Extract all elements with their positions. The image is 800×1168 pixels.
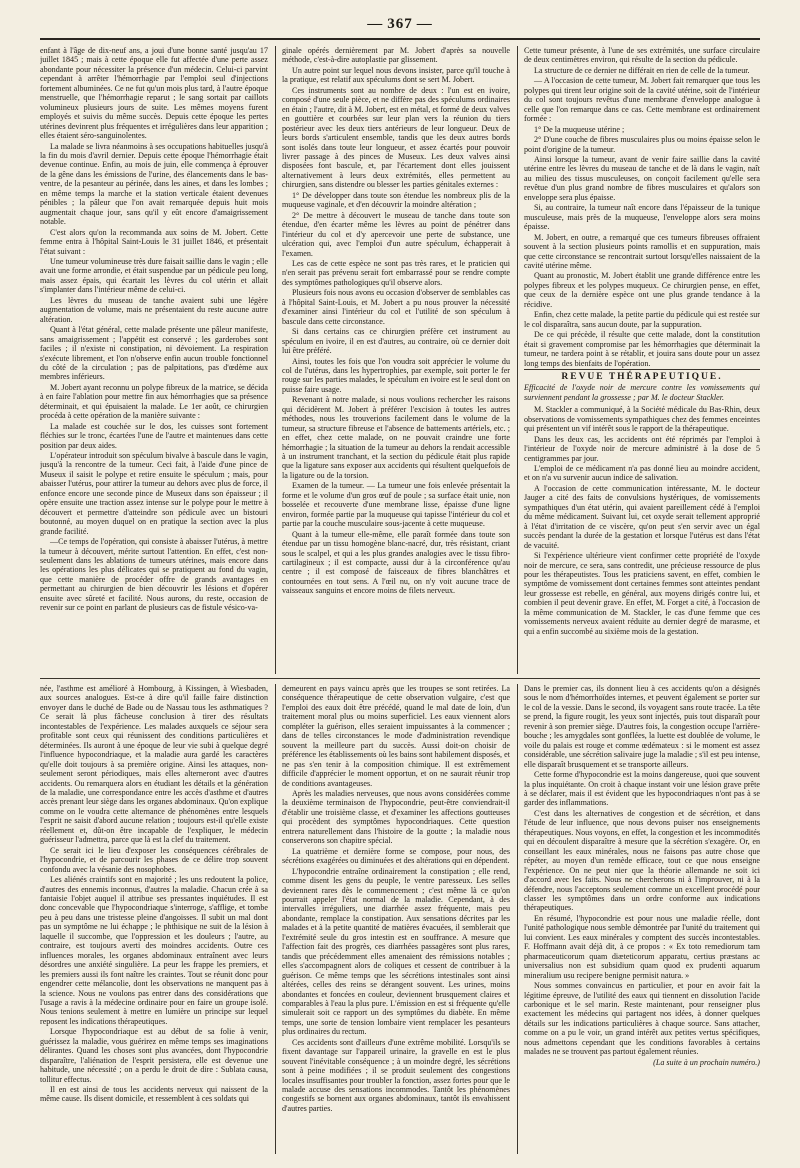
paragraph: Si, au contraire, la tumeur naît encore dans l'épaisseur de la tunique musculeuse, mais près de la muqueuse, l'enveloppe alors sera moins épaisse.: [524, 203, 760, 232]
paragraph: La structure de ce dernier ne différait en rien de celle de la tumeur.: [534, 65, 750, 75]
paragraph: Dans les deux cas, les accidents ont été réprimés par l'emploi à l'intérieur de l'oxyde noir de mercure administré à la dose de 5 centigrammes par jour.: [524, 434, 760, 463]
paragraph: Quant à l'état général, cette malade présente une pâleur manifeste, sans amaigrissement ; l'appétit est conservé ; les garderobes sont faciles ; il n'existe ni constipation, ni dévoiement. La respiration s'exécute librement, et l'on n'observe enfin aucun trouble fonctionnel du côté de la circulation ; pas de palpitations, pas d'œdème aux membres inférieurs.: [40, 325, 268, 382]
paragraph: —Ce temps de l'opération, qui consiste à abaisser l'utérus, à mettre la tumeur à découvert, mérite surtout l'attention. En effet, c'est non-seulement dans les ablations de tumeurs utérines, mais encore dans les opérations les plus délicates qui se pratiquent au fond du vagin, que cette manière de procéder offre de grands avantages en permettant au chirurgien de bien découvrir les lésions et d'opérer ensuite avec sûreté et facilité. Nous aurons, du reste, occasion de revenir sur ce point en parlant de plusieurs cas de fistule vésico-va-: [40, 537, 268, 613]
paragraph: 1° De développer dans toute son étendue les nombreux plis de la muqueuse vaginale, et d'en découvrir la moindre altération ;: [282, 190, 510, 210]
paragraph: Nous sommes convaincus en particulier, et pour en avoir fait la légitime épreuve, de l'utilité des eaux qui tiennent en dissolution l'acide carbonique et le sel marin. Reste maintenant, pour renseigner plus exactement les médecins qui partagent nos idées, à donner quelques détails sur les indications particulières à chaque source. Sans attacher, comme on a pu le voir, un grand intérêt aux petites vertus spécifiques, nous admettons cependant que les conditions favorables à certains malades ne se trouvent pas partout également réunies.: [524, 981, 760, 1057]
paragraph: Si l'expérience ultérieure vient confirmer cette propriété de l'oxyde noir de mercure, ce sera, sans contredit, une précieuse ressource de plus pour les thérapeutistes. Tous les praticiens savent, en effet, combien le symptôme de vomissement dont certaines femmes sont atteintes pendant leur grossesse est rebelle, en général, aux moyens dirigés contre lui, et combien il peut devenir grave. En effet, M. Forget a cité, à l'occasion de la même communication de M. Stackler, le cas d'une femme que ces vomissements nerveux avaient réduite au dernier degré de marasme, et qui a enfin succombé au sixième mois de la gestation.: [524, 551, 760, 636]
column-divider: [517, 684, 518, 1154]
paragraph: Les cas de cette espèce ne sont pas très rares, et le praticien qui n'en serait pas prévenu serait fort embarrassé pour se rendre compte des symptômes pathologiques qu'il observe alors.: [282, 258, 510, 287]
paragraph: Examen de la tumeur. — La tumeur une fois enlevée présentait la forme et le volume d'un gros œuf de poule ; sa surface était unie, non bosselée et recouverte d'une membrane lisse, épaisse d'une ligne environ, formée partie par la muqueuse qui tapisse l'intérieur du col et partie par la couche musculaire sous-jacente à cette muqueuse.: [282, 481, 510, 529]
paragraph: Ces accidents sont d'ailleurs d'une extrême mobilité. Lorsqu'ils se fixent davantage sur l'appareil urinaire, la gravelle en est le plus souvent l'inévitable conséquence ; à un moindre degré, les sécrétions sont à peine modifiées ; il se produit seulement des congestions locales insuffisantes pour troubler la fonction, assez fortes pour que le malade accuse des sensations incommodes. Tantôt les phénomènes congestifs se bornent aux organes abdominaux, tantôt ils envahissent d'autres parties.: [282, 1037, 510, 1113]
paragraph: En résumé, l'hypocondrie est pour nous une maladie réelle, dont l'unité pathologique nous semble démontrée par l'unité du traitement qui lui convient. Les eaux minérales y comptent des succès incontestables. F. Hoffmann avait déjà dit, à ce propos : « Ex toto remediorum tam pharmaceuticorum quam diæteticorum apparatu, certius præstans ac universalius non est subsidium quam quod ex prudenti aquarum mineralium usu recipere benigne permisit natura. »: [524, 913, 760, 980]
column-divider: [275, 684, 276, 1154]
paragraph: demeurent en pays vaincu après que les troupes se sont retirées. La conséquence thérapeutique de cette observation vulgaire, c'est que l'emploi des eaux doit être précédé, quand le mal date de loin, d'un traitement moral plus ou moins superficiel. Les eaux viennent alors compléter la guérison, elles seraient impuissantes à la commencer ; dans de telles circonstances le mode d'administration revendique souvent la meilleure part du succès. Aussi doit-on choisir de préférence les établissements où les bains sont habilement disposés, et ne pas s'en tenir à la composition chimique. Il est extrêmement difficile d'apprécier le moment opportun, et on ne saurait réunir trop de conditions avantageuses.: [282, 684, 510, 788]
paragraph: Plusieurs fois nous avons eu occasion d'observer de semblables cas à l'hôpital Saint-Louis, et M. Jobert a pu nous prouver la nécessité d'examiner ainsi l'intérieur du col et l'utilité de son spéculum à bascule dans cette circonstance.: [282, 288, 510, 326]
paragraph: L'emploi de ce médicament n'a pas donné lieu au moindre accident, et on n'a vu survenir aucun indice de salivation.: [524, 464, 760, 483]
column-divider: [275, 46, 276, 674]
paragraph: Revenant à notre malade, si nous voulions rechercher les raisons qui décidèrent M. Jobert à préférer l'excision à toutes les autres méthodes, nous les trouverions facilement dans le volume de la tumeur, sa structure fibreuse et l'absence de battements artériels, etc. ; en effet, chez cette malade, on ne pouvait craindre une forte hémorrhagie ; la situation de la tumeur au dehors la rendait accessible à un instrument tranchant, et la section du pédicule était plus rapide que la ligature sans exposer aux accidents qui résultent quelquefois de la ligature ou de la torsion.: [282, 395, 510, 480]
paragraph: Enfin, chez cette malade, la petite partie du pédicule qui est restée sur le col disparaîtra, sans aucun doute, par la suppuration.: [524, 310, 760, 329]
continuation-note: (La suite à un prochain numéro.): [653, 1057, 760, 1067]
paragraph: — A l'occasion de cette tumeur, M. Jobert fait remarquer que tous les polypes qui tirent leur origine soit de la cavité utérine, soit de l'intérieur du col sont toujours revêtus d'une membrane d'enveloppe analogue à celle que l'on remarque dans ce cas. Cette membrane est ordinairement formée :: [524, 76, 760, 124]
paragraph: M. Jobert ayant reconnu un polype fibreux de la matrice, se décida à en faire l'ablation pour mettre fin aux hémorrhagies que sa présence déterminait, et qui épuisaient la malade. Le 1er août, ce chirurgien procéda à cette opération de la manière suivante :: [40, 382, 268, 421]
paragraph: M. Stackler a communiqué, à la Société médicale du Bas-Rhin, deux observations de vomissements sympathiques chez des femmes enceintes qui présentent un vif intérêt sous le rapport de la thérapeutique.: [524, 405, 760, 434]
paragraph: 1° De la muqueuse utérine ;: [534, 124, 625, 134]
paragraph: La malade est couchée sur le dos, les cuisses sont fortement fléchies sur le tronc, écartées l'une de l'autre et maintenues dans cette position par deux aides.: [40, 421, 268, 450]
bottom-column-2: [282, 684, 510, 1154]
top-column-2: [282, 46, 510, 674]
paragraph: La quatrième et dernière forme se compose, pour nous, des sécrétions exagérées ou diminuées et des altérations qui en dépendent.: [282, 846, 510, 866]
paragraph: 2° D'une couche de fibres musculaires plus ou moins épaisse selon le point d'origine de la tumeur.: [524, 135, 760, 154]
paragraph: Un autre point sur lequel nous devons insister, parce qu'il touche à la pratique, est relatif aux spéculums dont se sert M. Jobert.: [282, 65, 510, 85]
paragraph: L'hypocondrie entraîne ordinairement la constipation ; elle rend, comme disent les gens du peuple, le ventre paresseux. Les selles deviennent rares dès le commencement ; c'est même là ce qu'on pourrait appeler l'état normal de la maladie. Cependant, à des intervalles irréguliers, une diarrhée assez fréquente, mais peu abondante, remplace la constipation. Aux sensations décrites par les malades et à la petite quantité de matières évacuées, il semblerait que l'extrémité seule du gros intestin est en souffrance. A mesure que l'affection fait des progrès, ces diarrhées passagères sont plus rares, tandis que précédemment elles amenaient des rémissions notables ; elles s'accompagnent alors de coliques et cessent de contribuer à la guérison. Ce même temps que les sécrétions intestinales sont ainsi altérées, celles des reins se dérangent souvent. Les urines, moins abondantes et foncées en couleur, deviennent brusquement claires et comparables à l'eau la plus pure. L'émission en est si fréquente qu'elle simulerait soit ce rapport un des symptômes du diabète. En même temps, une sorte de tension lombaire vient remplacer les pesanteurs plus ordinaires du rectum.: [282, 866, 510, 1037]
paragraph: Les lèvres du museau de tanche avaient subi une légère augmentation de volume, mais ne présentaient du reste aucune autre altération.: [40, 295, 268, 324]
paragraph: Quant au pronostic, M. Jobert établit une grande différence entre les polypes fibreux et les polypes muqueux. Ce chirurgien pense, en effet, que ceux de la dernière espèce ont une plus grande tendance à la récidive.: [524, 271, 760, 309]
paragraph: Ces instruments sont au nombre de deux : l'un est en ivoire, composé d'une seule pièce, et ne diffère pas des spéculums ordinaires en étain ; l'autre, dit à M. Jobert, est en métal, et formé de deux valves en gouttière et courbées sur leur plan vers la réunion du tiers postérieur avec les deux tiers antérieurs de leur longueur. Deux de leurs bords s'articulent ensemble, tandis que les deux autres bords sont isolés dans toute leur longueur, et assez écartés pour pouvoir livrer passage à des pinces de Museux. Les deux valves ainsi disposées font bascule, et, par l'écartement dont elles jouissent alternativement à leurs deux extrémités, elles permettent au chirurgien, sans distendre ou blesser les parties génitales externes :: [282, 85, 510, 190]
paragraph: Ce serait ici le lieu d'exposer les conséquences cérébrales de l'hypocondrie, et de parcourir les phases de ce délire trop souvent confondu avec la vésanie des nosophobes.: [40, 845, 268, 874]
section-divider: [40, 678, 760, 679]
paragraph: La malade se livra néanmoins à ses occupations habituelles jusqu'à la fin du mois d'avril dernier. Depuis cette époque l'hémorrhagie était devenue continue. Enfin, au mois de juin, elle commença à éprouver de la gêne dans les émissions de l'urine, des élancements dans le bas-ventre, de la pesanteur au périnée, dans les aines, et dans les lombes ; en même temps la marche et la station verticale étaient devenues pénibles ; la pâleur que l'on avait remarquée depuis huit mois augmentait chaque jour, sans qu'il y eût encore d'amaigrissement notable.: [40, 141, 268, 227]
paragraph: Si dans certains cas ce chirurgien préfère cet instrument au spéculum en ivoire, il en est d'autres, au contraire, où ce dernier doit lui être préféré.: [282, 327, 510, 356]
paragraph: Après les maladies nerveuses, que nous avons considérées comme la deuxième terminaison de l'hypocondrie, peut-être conviendrait-il d'établir une troisième classe, et d'examiner les affections goutteuses qui procèdent des symptômes hypocondriaques. Cette question entrera naturellement dans l'histoire de la goutte ; la maladie nous conserverons son chapitre spécial.: [282, 788, 510, 846]
article-title: Efficacité de l'oxyde noir de mercure contre les vomissements qui surviennent pendant la grossesse ; par M. le docteur Stackler.: [524, 383, 760, 402]
paragraph: Ainsi lorsque la tumeur, avant de venir faire saillie dans la cavité utérine entre les lèvres du museau de tanche et de là dans le vagin, naît au milieu des tissus musculeuses, on conçoit facilement qu'elle sera revêtue d'un plus grand nombre de fibres musculaires et qu'alors son enveloppe sera plus épaisse.: [524, 154, 760, 202]
paragraph: A l'occasion de cette communication intéressante, M. le docteur Jauger a cité des faits de convulsions hystériques, de vomissements sympathiques d'un état utérin, qui avaient pareillement cédé à l'emploi du même médicament. Suivant lui, cet oxyde serait tellement approprié à l'état d'irritation de ce viscère, qu'on peut s'en servir avec un égal succès pendant la durée de la gestation et lorsque l'utérus est dans l'état de vacuité.: [524, 483, 760, 550]
paragraph: Quant à la tumeur elle-même, elle paraît formée dans toute son étendue par un tissu homogène blanc-nacré, dur, très résistant, criant sous le scalpel, et qui a les plus grandes analogies avec le tissu fibro-cartilagineux ; il est compacte, aussi dur à la circonférence qu'au centre ; il est composé de faisceaux de fibres blanchâtres et contournées en tout sens. A l'œil nu, on n'y voit aucune trace de vaisseaux sanguins et encore moins de filets nerveux.: [282, 529, 510, 596]
section-heading: REVUE THÉRAPEUTIQUE.: [524, 369, 760, 382]
page-header: [40, 14, 760, 40]
page-number: — 367 —: [40, 16, 760, 33]
paragraph: Ainsi, toutes les fois que l'on voudra soit apprécier le volume du col de l'utérus, dans les hypertrophies, par exemple, soit porter le fer rouge sur les parties malades, le spéculum en ivoire est le seul dont on puisse faire usage.: [282, 356, 510, 394]
paragraph: M. Jobert, en outre, a remarqué que ces tumeurs fibreuses offraient souvent à la section plusieurs points ramollis et en suppuration, mais que cette circonstance se rencontrait surtout lorsqu'elles naissaient de la cavité utérine même.: [524, 232, 760, 270]
paragraph: 2° De mettre à découvert le museau de tanche dans toute son étendue, d'en écarter même les lèvres au point de pénétrer dans l'intérieur du col et d'y apercevoir une perte de substance, une ulcération qui, avec l'emploi d'un autre spéculum, échapperait à l'examen.: [282, 210, 510, 258]
paragraph: L'opérateur introduit son spéculum bivalve à bascule dans le vagin, jusqu'à la rencontre de la tumeur. Ceci fait, à l'aide d'une pince de Museux il saisit le polype et retire ensuite le spéculum ; mais, pour abaisser l'utérus, pour attirer la tumeur au dehors avec plus de force, il enfonce encore une seconde pince de Museux dans son épaisseur ; il opère ensuite une traction assez intense sur le polype pour le mettre à découvert et permettre d'atteindre son pédicule avec un bistouri boutonné, au moyen duquel on en pratique la section avec la plus grande facilité.: [40, 451, 268, 536]
bottom-column-3: [524, 684, 760, 1154]
paragraph: Lorsque l'hypocondriaque est au début de sa folie à venir, guérissez la maladie, vous guérirez en même temps ses imaginations délirantes. Quand les choses sont plus avancées, dont l'hypocondrie disparaître, l'aliénation de l'esprit persistera, elle est devenue une habitude, une nécessité ; on a perdu le droit de dire : Sublata causa, tollitur effectus.: [40, 1027, 268, 1084]
top-column-3: [524, 46, 760, 674]
paragraph: ginale opérés dernièrement par M. Jobert d'après sa nouvelle méthode, c'est-à-dire autoplastie par glissement.: [282, 46, 510, 65]
paragraph: C'est dans les alternatives de congestion et de sécrétion, et dans l'étude de leur influence, que nous devons puiser nos enseignements thérapeutiques. Nous voyons, en effet, la congestion et les incommodités qui en découlent disparaître à mesure que la sécrétion s'exagère. Or, en conseillant les eaux minérales, nous ne faisons pas autre chose que répéter, au moyen d'un remède efficace, tout ce que nous enseigne l'expérience. On ne peut nier que la théorie allemande ne soit ici d'accord avec les faits. Nous ne chercherons ni à l'improuver, ni à la défendre, nous l'acceptons seulement comme un excellent procédé pour classer les symptômes dans un ordre conforme aux indications thérapeutiques.: [524, 808, 760, 913]
paragraph: Dans le premier cas, ils donnent lieu à ces accidents qu'on a désignés sous le nom d'hémorrhoïdes internes, et peuvent également se porter sur le col de la vessie. Dans le second, ils voyagent sans route tracée. La tête se prend, la figure rougit, les yeux sont injectés, puis tout disparaît pour revenir à son premier siège. D'autres fois, la congestion occupe l'arrière-bouche ; les amygdales sont gonflées, la luette est doublée de volume, le voile du palais est rouge et comme œdémateux : si le moment est assez considérable, une sécrétion salivaire juge la maladie ; s'il est peu intense, elle disparaît brusquement et se transporte ailleurs.: [524, 684, 760, 769]
paragraph: Il en est ainsi de tous les accidents nerveux qui naissent de la même cause. Ils disent domicile, et ressemblent à ces soldats qui: [40, 1085, 268, 1104]
bottom-column-1: [40, 684, 268, 1154]
paragraph: C'est alors qu'on la recommanda aux soins de M. Jobert. Cette femme entra à l'hôpital Saint-Louis le 31 juillet 1846, et présentait l'état suivant :: [40, 227, 268, 256]
paragraph: De ce qui précède, il résulte que cette malade, dont la constitution était si gravement compromise par les hémorrhagies que déterminait la tumeur, ne tardera point à se rétablir, et jouira sans doute pour un assez long temps des bienfaits de l'opération.: [524, 330, 760, 368]
paragraph: enfant à l'âge de dix-neuf ans, a joui d'une bonne santé jusqu'au 17 juillet 1845 ; mais à cette époque elle fut affectée d'une perte assez abondante pour nécessiter la présence d'un médecin. Celui-ci parvint cependant à arrêter l'hémorrhagie par l'emploi seul d'injections fortement albuminées. Ce ne fut qu'un mois plus tard, à l'autre époque menstruelle, que l'hémorrhagie reparut ; le sang sortait par caillots volumineux plusieurs jours de suite. Les mêmes moyens furent employés et suivis du même succès. Depuis cette époque les pertes utérines devinrent plus fréquentes et irrégulières dans leur apparition ; elles étaient séro-sanguinolentes.: [40, 46, 268, 141]
column-divider: [517, 46, 518, 674]
paragraph: Cette tumeur présente, à l'une de ses extrémités, une surface circulaire de deux centimètres environ, qui résulte de la section du pédicule.: [524, 46, 760, 65]
paragraph: Cette forme d'hypocondrie est la moins dangereuse, quoi que souvent la plus inquiétante. On croit à chaque instant voir une lésion grave prête à se déclarer, mais il est évident que les hypocondriaques n'ont pas à se garder des inflammations.: [524, 770, 760, 808]
paragraph: Une tumeur volumineuse très dure faisait saillie dans le vagin ; elle avait une forme arrondie, et était suspendue par un pédicule peu long, mais assez épais, qui écartait les lèvres du col utérin et allait s'implanter dans l'intérieur même de celui-ci.: [40, 256, 268, 295]
paragraph: Les aliénés craintifs sont en majorité ; les uns redoutent la police, d'autres des ennemis inconnus, d'autres la maladie. Chacun crée à sa fantaisie l'objet auquel il attribue ses pressantes inquiétudes. Il est donc concevable que l'hypocondriaque s'interroge, s'afflige, et tombe peu à peu dans une tristesse pleine d'angoisses. Il subit un mal dont pas un symptôme ne lui échappe ; le phthisique ne suit de la lésion à laquelle il succombe, que l'oppression et les douleurs ; l'autre, au contraire, est toujours averti des moindres accidents. Outre ces influences morales, les organes abdominaux entraînent avec leurs désordres une anxiété singulière. La peur les frappe les premiers, et les premiers aussi ils font naître les craintes. Tout se réunit donc pour engendrer cette mélancolie, dont les observations ne manquent pas à la science. Nous ne voulons pas entrer dans des considérations que l'usage a ravis à la médecine ordinaire pour en faire un groupe isolé. Nous tenions seulement à mettre en lumière un principe sur lequel reposent les indications thérapeutiques.: [40, 875, 268, 1026]
top-column-1: [40, 46, 268, 674]
paragraph: née, l'asthme est amélioré à Hombourg, à Kissingen, à Wiesbaden, aux sources analogues. Est-ce à dire qu'il faille faire distinction envoyer dans le duché de Bade ou de Nassau tous les asthmatiques ? Ce serait là plus fâcheuse conclusion à tirer des résultats incontestables de l'expérience. Les malades auxquels ce séjour sera profitable sont ceux qui réunissent des conditions particulières et déterminées. Ils auront à une époque de leur vie subi à quelque degré l'influence hypocondriaque, et la maladie aura gardé les caractères qu'elle doit toujours à sa première origine. Ainsi les attaques, non-seulement seront périodiques, mais elles alterneront avec d'autres accidents. Ou remarquera alors en étudiant les détails et la génération de la maladie, une correspondance entre les accès d'asthme et d'autres accès prenant leur siège dans les organes abdominaux. Qu'on explique comme on le voudra cette alternance de phénomènes entre lesquels l'esprit ne saisit d'abord aucune relation ; toujours est-il qu'elle existe réellement et, dût-on être incapable de l'expliquer, le médecin guérisseur l'admettra, parce que là est la clef du traitement.: [40, 684, 268, 845]
